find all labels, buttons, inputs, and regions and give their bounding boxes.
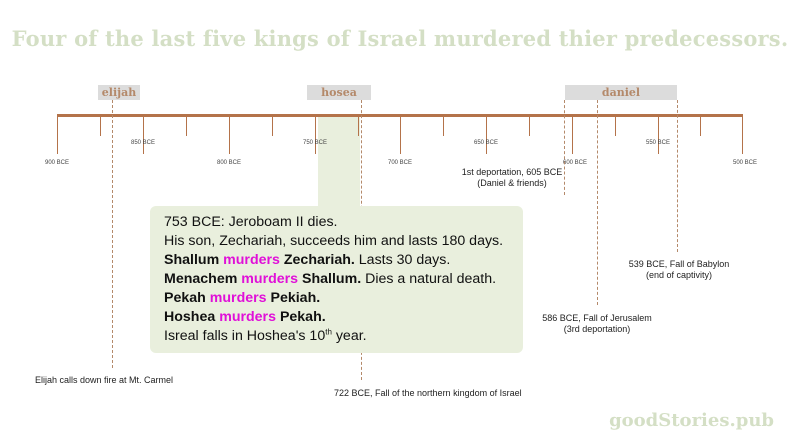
timeline-tick [186, 115, 187, 136]
tick-label-650: 650 BCE [473, 140, 499, 146]
info-line [164, 327, 523, 346]
ordinal-suffix: th [325, 327, 332, 337]
tick-label-800: 800 BCE [216, 160, 242, 166]
king-name: Pekah [164, 290, 206, 306]
info-text: Lasts 30 days. [354, 252, 451, 268]
timeline-tick [572, 115, 573, 154]
info-line: 753 BCE: Jeroboam II dies. [164, 214, 338, 230]
murders-word: murders [209, 290, 267, 306]
timeline-tick [315, 115, 316, 154]
note-line: (end of captivity) [645, 270, 713, 280]
tick-label-600: 600 BCE [562, 160, 588, 166]
first-deportation-event-line [564, 100, 565, 195]
timeline-tick [529, 115, 530, 136]
info-line [164, 289, 523, 308]
note-line: 586 BCE, Fall of Jerusalem [542, 313, 652, 323]
timeline-tick [742, 115, 743, 154]
info-line [164, 308, 523, 327]
elijah-event-note: Elijah calls down fire at Mt. Carmel [35, 375, 174, 385]
note-line: 1st deportation, 605 BCE [461, 167, 563, 177]
kings-info-box [150, 206, 523, 353]
jerusalem-fall-event-note [539, 313, 655, 335]
highlight-column [318, 117, 360, 207]
timeline-tick [443, 115, 444, 136]
tick-label-550: 550 BCE [645, 140, 671, 146]
info-line: His son, Zechariah, succeeds him and lasts 180 days. [164, 233, 504, 249]
timeline-tick [57, 115, 58, 154]
elijah-event-line [112, 100, 113, 368]
footer-brand: goodStories.pub [609, 410, 774, 431]
king-name: Shallum. [302, 271, 362, 287]
info-line [164, 251, 523, 270]
first-deportation-event-note [460, 167, 564, 189]
timeline-tick [486, 115, 487, 154]
timeline-tick [615, 115, 616, 136]
timeline-tick [229, 115, 230, 154]
diagram-title: Four of the last five kings of Israel murdered thier predecessors. [11, 26, 789, 51]
info-line [164, 270, 523, 289]
info-text: year. [331, 328, 367, 344]
tick-label-750: 750 BCE [302, 140, 328, 146]
king-name: Zechariah. [283, 252, 355, 268]
tick-label-700: 700 BCE [387, 160, 413, 166]
note-line: 539 BCE, Fall of Babylon [628, 259, 730, 269]
timeline-tick [143, 115, 144, 154]
king-name: Pekiah. [270, 290, 321, 306]
king-name: Hoshea [164, 309, 216, 325]
tick-label-850: 850 BCE [130, 140, 156, 146]
timeline-tick [358, 115, 359, 136]
info-text: Dies a natural death. [361, 271, 497, 287]
note-line: (Daniel & friends) [477, 178, 547, 188]
info-text: Isreal falls in Hoshea's 10 [164, 328, 326, 344]
babylon-fall-event-note [624, 259, 734, 281]
babylon-fall-event-line [677, 100, 678, 252]
timeline-tick [100, 115, 101, 136]
timeline-tick [700, 115, 701, 136]
king-name: Menachem [164, 271, 238, 287]
king-name: Pekah. [279, 309, 326, 325]
note-line: (3rd deportation) [563, 324, 631, 334]
timeline-tick [272, 115, 273, 136]
murders-word: murders [223, 252, 280, 268]
israel-fall-event-note: 722 BCE, Fall of the northern kingdom of Israel [334, 388, 522, 398]
prophet-label-hosea: hosea [307, 85, 371, 100]
murders-word: murders [241, 271, 299, 287]
timeline-tick [400, 115, 401, 154]
tick-label-900: 900 BCE [44, 160, 70, 166]
king-name: Shallum [164, 252, 220, 268]
prophet-label-elijah: elijah [98, 85, 140, 100]
prophet-label-daniel: daniel [565, 85, 677, 100]
jerusalem-fall-event-line [597, 100, 598, 305]
tick-label-500: 500 BCE [732, 160, 758, 166]
timeline-tick [658, 115, 659, 154]
murders-word: murders [219, 309, 276, 325]
